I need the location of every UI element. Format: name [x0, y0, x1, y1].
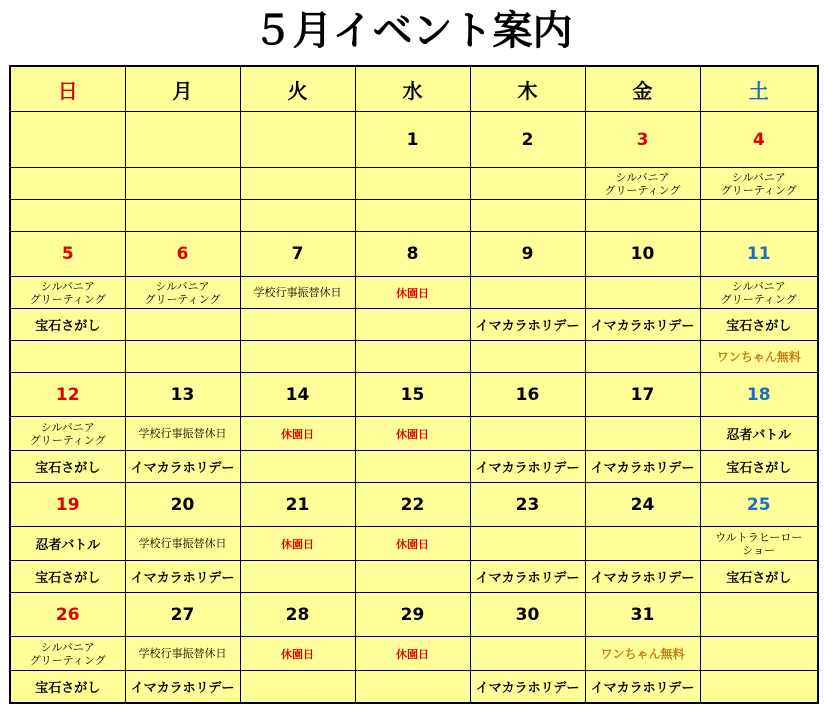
date-cell: 7: [240, 232, 355, 277]
date-cell: 13: [125, 373, 240, 417]
weekday-wednesday: 水: [355, 66, 470, 112]
event-closed: 休園日: [240, 417, 355, 451]
date-cell: 28: [240, 593, 355, 637]
event-sylvania: シルバニア グリーティング: [10, 417, 125, 451]
event-imakara: イマカラホリデー: [585, 451, 700, 483]
event-closed: 休園日: [355, 637, 470, 671]
event-treasure: 宝石さがし: [10, 561, 125, 593]
date-cell: 1: [355, 112, 470, 168]
event-imakara: イマカラホリデー: [470, 561, 585, 593]
week-5-events-2: [10, 671, 818, 703]
date-cell: 5: [10, 232, 125, 277]
date-cell: 9: [470, 232, 585, 277]
event-imakara: イマカラホリデー: [585, 309, 700, 341]
event-imakara: イマカラホリデー: [470, 309, 585, 341]
date-cell: 11: [700, 232, 818, 277]
event-treasure: 宝石さがし: [700, 561, 818, 593]
date-cell: 26: [10, 593, 125, 637]
event-closed: 休園日: [355, 417, 470, 451]
event-sylvania: シルバニア グリーティング: [10, 637, 125, 671]
date-cell: 14: [240, 373, 355, 417]
week-3-events: [10, 417, 818, 451]
event-imakara: イマカラホリデー: [125, 561, 240, 593]
event-treasure: 宝石さがし: [700, 309, 818, 341]
event-imakara: イマカラホリデー: [470, 671, 585, 703]
event-school-holiday: 学校行事振替休日: [240, 277, 355, 309]
date-cell: 30: [470, 593, 585, 637]
date-cell: 12: [10, 373, 125, 417]
event-ninja: 忍者バトル: [700, 417, 818, 451]
event-imakara: イマカラホリデー: [470, 451, 585, 483]
event-closed: 休園日: [355, 277, 470, 309]
date-cell: 18: [700, 373, 818, 417]
weekday-sunday: 日: [10, 66, 125, 112]
event-dog-free: ワンちゃん無料: [585, 637, 700, 671]
event-calendar: [9, 65, 819, 704]
date-cell: 4: [700, 112, 818, 168]
weekday-saturday: 土: [700, 66, 818, 112]
date-cell: 19: [10, 483, 125, 527]
event-imakara: イマカラホリデー: [125, 671, 240, 703]
date-cell: 15: [355, 373, 470, 417]
week-2-dates: [10, 232, 818, 277]
weekday-friday: 金: [585, 66, 700, 112]
date-cell: 31: [585, 593, 700, 637]
date-cell: 20: [125, 483, 240, 527]
event-sylvania: シルバニア グリーティング: [585, 168, 700, 200]
week-2-events: [10, 277, 818, 309]
date-cell: 21: [240, 483, 355, 527]
event-treasure: 宝石さがし: [10, 451, 125, 483]
event-ultra-hero-show: ウルトラヒーロー ショー: [700, 527, 818, 561]
week-4-events: [10, 527, 818, 561]
event-closed: 休園日: [355, 527, 470, 561]
weekday-monday: 月: [125, 66, 240, 112]
date-cell: 8: [355, 232, 470, 277]
week-3-dates: [10, 373, 818, 417]
event-school-holiday: 学校行事振替休日: [125, 417, 240, 451]
event-sylvania: シルバニア グリーティング: [125, 277, 240, 309]
date-cell: 22: [355, 483, 470, 527]
date-cell: 27: [125, 593, 240, 637]
date-cell: 16: [470, 373, 585, 417]
week-1-dates: [10, 112, 818, 168]
date-cell: 2: [470, 112, 585, 168]
event-closed: 休園日: [240, 527, 355, 561]
event-school-holiday: 学校行事振替休日: [125, 527, 240, 561]
event-ninja: 忍者バトル: [10, 527, 125, 561]
date-cell: 29: [355, 593, 470, 637]
event-sylvania: シルバニア グリーティング: [10, 277, 125, 309]
weekday-thursday: 木: [470, 66, 585, 112]
week-3-events-2: [10, 451, 818, 483]
event-treasure: 宝石さがし: [10, 671, 125, 703]
date-cell: 25: [700, 483, 818, 527]
event-imakara: イマカラホリデー: [585, 561, 700, 593]
week-2-events-3: [10, 341, 818, 373]
event-sylvania: シルバニア グリーティング: [700, 168, 818, 200]
week-1-events: [10, 168, 818, 200]
date-cell: 23: [470, 483, 585, 527]
week-5-dates: [10, 593, 818, 637]
event-imakara: イマカラホリデー: [585, 671, 700, 703]
week-1-events-2: [10, 200, 818, 232]
date-cell: 10: [585, 232, 700, 277]
week-5-events: [10, 637, 818, 671]
weekday-header: [10, 66, 818, 112]
event-school-holiday: 学校行事振替休日: [125, 637, 240, 671]
week-4-dates: [10, 483, 818, 527]
event-closed: 休園日: [240, 637, 355, 671]
weekday-tuesday: 火: [240, 66, 355, 112]
date-cell: 6: [125, 232, 240, 277]
date-cell: 24: [585, 483, 700, 527]
event-imakara: イマカラホリデー: [125, 451, 240, 483]
event-treasure: 宝石さがし: [10, 309, 125, 341]
event-sylvania: シルバニア グリーティング: [700, 277, 818, 309]
date-cell: 17: [585, 373, 700, 417]
event-dog-free: ワンちゃん無料: [700, 341, 818, 373]
event-treasure: 宝石さがし: [700, 451, 818, 483]
date-cell: 3: [585, 112, 700, 168]
week-4-events-2: [10, 561, 818, 593]
page-title: ５月イベント案内: [252, 8, 573, 54]
week-2-events-2: [10, 309, 818, 341]
